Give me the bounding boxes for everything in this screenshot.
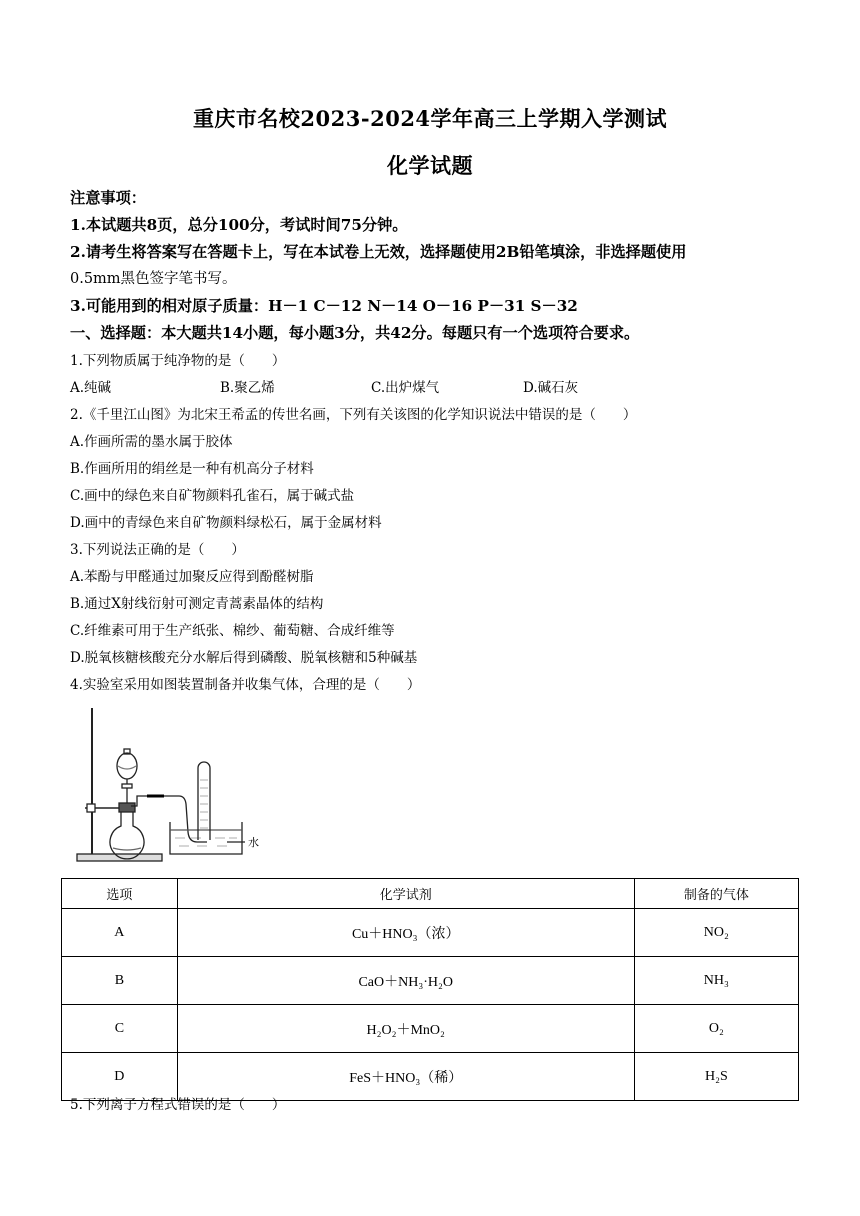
row-b-option: B	[62, 957, 178, 1005]
row-c-gas: O₂	[634, 1005, 798, 1053]
notice-item-3: 3.可能用到的相对原子质量：H－1 C－12 N－14 O－16 P－31 S－32	[70, 297, 578, 315]
exam-title: 重庆市名校2023-2024学年高三上学期入学测试	[192, 106, 668, 131]
question-3-option-b: B.通过X射线衍射可测定青蒿素晶体的结构	[70, 596, 324, 612]
row-a-option: A	[62, 909, 178, 957]
tube-water	[200, 780, 208, 828]
water-label: 水	[248, 836, 259, 849]
header-option: 选项	[62, 879, 178, 909]
question-3-stem: 3.下列说法正确的是（ ）	[70, 542, 245, 558]
question-1-option-c: C.出炉煤气	[371, 380, 440, 396]
row-d-gas: H₂S	[634, 1053, 798, 1101]
row-b-gas: NH₃	[634, 957, 798, 1005]
question-2-stem: 2.《千里江山图》为北宋王希孟的传世名画，下列有关该图的化学知识说法中错误的是（ ）	[70, 407, 637, 423]
question-2-option-c: C.画中的绿色来自矿物颜料孔雀石，属于碱式盐	[70, 488, 355, 504]
question-2-option-d: D.画中的青绿色来自矿物颜料绿松石，属于金属材料	[70, 515, 382, 531]
question-1-option-d: D.碱石灰	[523, 380, 579, 396]
section-heading: 一、选择题：本大题共14小题，每小题3分，共42分。每题只有一个选项符合要求。	[70, 324, 640, 342]
funnel-liquid	[118, 766, 136, 769]
table-row	[62, 1005, 799, 1053]
round-flask	[110, 812, 144, 859]
row-a-reagent: Cu＋HNO₃（浓）	[177, 909, 634, 957]
question-2-option-b: B.作画所用的绢丝是一种有机高分子材料	[70, 461, 314, 477]
notice-item-2-cont: 0.5mm黑色签字笔书写。	[70, 271, 237, 287]
question-1-option-a: A.纯碱	[70, 380, 112, 396]
row-d-option: D	[62, 1053, 178, 1101]
row-d-reagent: FeS＋HNO₃（稀）	[177, 1053, 634, 1101]
header-gas: 制备的气体	[634, 879, 798, 909]
table-row	[62, 909, 799, 957]
question-3-option-d: D.脱氧核糖核酸充分水解后得到磷酸、脱氧核糖和5种碱基	[70, 650, 418, 666]
question-3-option-a: A.苯酚与甲醛通过加聚反应得到酚醛树脂	[70, 569, 314, 585]
question-4-stem: 4.实验室采用如图装置制备并收集气体，合理的是（ ）	[70, 677, 421, 693]
notice-heading: 注意事项：	[70, 189, 146, 207]
row-a-gas: NO₂	[634, 909, 798, 957]
clamp-joint	[87, 804, 95, 812]
row-c-option: C	[62, 1005, 178, 1053]
table-row	[62, 957, 799, 1005]
table-row	[62, 1053, 799, 1101]
question-1-stem: 1.下列物质属于纯净物的是（ ）	[70, 353, 286, 369]
funnel-stopcock	[122, 784, 132, 788]
exam-subtitle: 化学试题	[387, 153, 473, 178]
question-5-stem: 5.下列离子方程式错误的是（ ）	[70, 1097, 286, 1113]
question-1-option-b: B.聚乙烯	[220, 380, 275, 396]
rubber-stopper	[119, 803, 135, 812]
gas-apparatus-figure	[67, 704, 267, 872]
row-b-reagent: CaO＋NH₃·H₂O	[177, 957, 634, 1005]
header-reagent: 化学试剂	[177, 879, 634, 909]
question-2-option-a: A.作画所需的墨水属于胶体	[70, 434, 233, 450]
row-c-reagent: H₂O₂＋MnO₂	[177, 1005, 634, 1053]
question-1-options	[70, 379, 800, 397]
reagent-table	[61, 878, 799, 1101]
flask-liquid	[113, 848, 141, 850]
table-header-row	[62, 879, 799, 909]
notice-item-2: 2.请考生将答案写在答题卡上，写在本试卷上无效，选择题使用2B铅笔填涂，非选择题使用	[70, 243, 687, 261]
separatory-funnel	[117, 753, 137, 779]
notice-item-1: 1.本试题共8页，总分100分，考试时间75分钟。	[70, 216, 408, 234]
question-3-option-c: C.纤维素可用于生产纸张、棉纱、葡萄糖、合成纤维等	[70, 623, 395, 639]
